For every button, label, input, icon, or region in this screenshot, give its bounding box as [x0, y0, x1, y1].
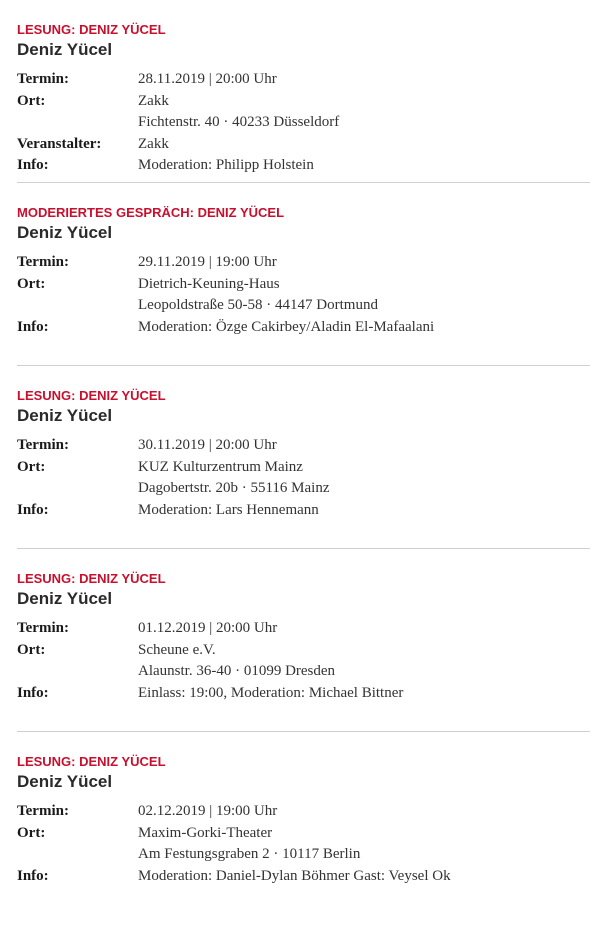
ort-address: Leopoldstraße 50-58 · 44147 Dortmund — [138, 297, 378, 313]
ort-label: Ort: — [17, 458, 46, 475]
event-author[interactable]: Deniz Yücel — [17, 223, 113, 242]
info-row — [17, 683, 590, 705]
event-item — [17, 183, 590, 366]
ort-name: Scheune e.V. — [138, 641, 216, 658]
info-label: Info: — [17, 318, 49, 335]
ort-name: Maxim-Gorki-Theater — [138, 824, 273, 841]
info-row — [17, 155, 590, 177]
ort-address: Alaunstr. 36-40 · 01099 Dresden — [138, 663, 336, 679]
event-kicker[interactable]: MODERIERTES GESPRÄCH: DENIZ YÜCEL — [17, 205, 285, 220]
info-row — [17, 500, 590, 522]
event-author[interactable]: Deniz Yücel — [17, 406, 113, 425]
event-author[interactable]: Deniz Yücel — [17, 40, 113, 59]
info-label: Info: — [17, 501, 49, 518]
ort-label: Ort: — [17, 641, 46, 658]
ort-name: KUZ Kulturzentrum Mainz — [138, 458, 303, 475]
ort-address-row — [17, 478, 590, 500]
event-author[interactable]: Deniz Yücel — [17, 589, 113, 608]
ort-label: Ort: — [17, 275, 46, 292]
termin-label: Termin: — [17, 254, 69, 270]
ort-name: Dietrich-Keuning-Haus — [138, 275, 280, 292]
info-value: Einlass: 19:00, Moderation: Michael Bittner — [138, 684, 404, 701]
info-value: Moderation: Daniel-Dylan Böhmer Gast: Veysel Ok — [138, 867, 451, 884]
ort-row — [17, 823, 590, 845]
termin-label: Termin: — [17, 803, 69, 819]
ort-address-row — [17, 112, 590, 134]
termin-value: 30.11.2019 | 20:00 Uhr — [138, 437, 277, 453]
ort-address-row — [17, 844, 590, 866]
ort-row — [17, 640, 590, 662]
termin-value: 02.12.2019 | 19:00 Uhr — [138, 803, 278, 819]
ort-address: Am Festungsgraben 2 · 10117 Berlin — [138, 846, 361, 862]
termin-value: 28.11.2019 | 20:00 Uhr — [138, 71, 277, 87]
termin-row — [17, 252, 590, 274]
info-label: Info: — [17, 157, 49, 173]
info-value: Moderation: Philipp Holstein — [138, 157, 314, 173]
termin-label: Termin: — [17, 620, 69, 636]
ort-name: Zakk — [138, 92, 169, 109]
veranstalter-row — [17, 134, 590, 156]
termin-row — [17, 435, 590, 457]
termin-row — [17, 69, 590, 91]
event-item — [17, 366, 590, 549]
event-author[interactable]: Deniz Yücel — [17, 772, 113, 791]
event-item — [17, 732, 590, 914]
termin-label: Termin: — [17, 71, 69, 87]
event-kicker[interactable]: LESUNG: DENIZ YÜCEL — [17, 388, 166, 403]
ort-address-row — [17, 661, 590, 683]
ort-address: Fichtenstr. 40 · 40233 Düsseldorf — [138, 114, 340, 130]
event-kicker[interactable]: LESUNG: DENIZ YÜCEL — [17, 571, 166, 586]
info-value: Moderation: Özge Cakirbey/Aladin El-Mafaalani — [138, 318, 435, 335]
event-item — [17, 549, 590, 732]
termin-row — [17, 618, 590, 640]
ort-row — [17, 274, 590, 296]
ort-label: Ort: — [17, 92, 46, 109]
info-label: Info: — [17, 867, 49, 884]
termin-row — [17, 801, 590, 823]
ort-row — [17, 91, 590, 113]
ort-row — [17, 457, 590, 479]
termin-value: 29.11.2019 | 19:00 Uhr — [138, 254, 277, 270]
info-value: Moderation: Lars Hennemann — [138, 501, 319, 518]
event-kicker[interactable]: LESUNG: DENIZ YÜCEL — [17, 754, 166, 769]
termin-label: Termin: — [17, 437, 69, 453]
ort-address-row — [17, 295, 590, 317]
event-kicker[interactable]: LESUNG: DENIZ YÜCEL — [17, 22, 166, 37]
event-item — [17, 0, 590, 183]
info-row — [17, 866, 590, 888]
info-label: Info: — [17, 684, 49, 701]
veranstalter-label: Veranstalter: — [17, 135, 102, 152]
info-row — [17, 317, 590, 339]
ort-address: Dagobertstr. 20b · 55116 Mainz — [138, 480, 330, 496]
veranstalter-value: Zakk — [138, 135, 169, 152]
termin-value: 01.12.2019 | 20:00 Uhr — [138, 620, 278, 636]
ort-label: Ort: — [17, 824, 46, 841]
